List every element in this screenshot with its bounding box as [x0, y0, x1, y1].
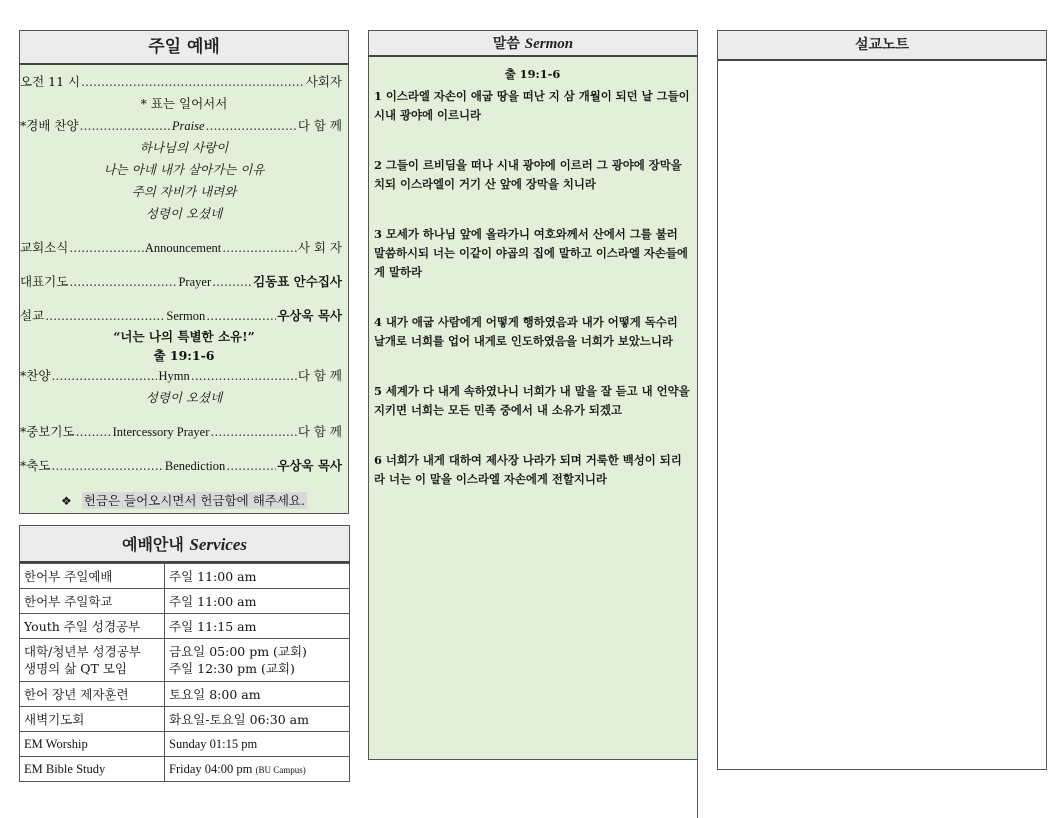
sermon-reference: 출 19:1-6 — [153, 348, 215, 363]
notes-writing-area — [718, 61, 1046, 761]
order-right: 우상욱 목사 — [277, 308, 342, 323]
service-name-line: 생명의 삶 QT 모임 — [24, 661, 127, 676]
service-time: 주일 11:00 am — [165, 564, 350, 589]
service-name: 새벽기도회 — [20, 707, 165, 732]
service-time-line: 주일 12:30 pm (교회) — [169, 661, 295, 676]
table-row — [20, 732, 350, 757]
order-english: Sermon — [166, 309, 206, 323]
service-time-note: (BU Campus) — [255, 764, 306, 775]
services-title-ko: 예배안내 — [122, 535, 184, 554]
service-time: Sunday 01:15 pm — [165, 732, 350, 757]
order-english: Intercessory Prayer — [112, 425, 210, 439]
scripture-reference: 출 19:1-6 — [504, 67, 561, 81]
scripture-verse: 6 너희가 내게 대하여 제사장 나라가 되며 거룩한 백성이 되리라 너는 이 말을 이스라엘 자손에게 전할지니라 — [374, 453, 682, 486]
order-row-intercessory — [20, 421, 348, 443]
sermon-panel — [368, 30, 698, 760]
services-table — [19, 563, 350, 782]
order-label: *찬양 — [20, 368, 51, 383]
offering-note-text: 헌금은 들어오시면서 헌금함에 해주세요. — [83, 493, 305, 508]
order-right: 다 함 께 — [297, 118, 343, 133]
scripture-verse: 5 세계가 다 내게 속하였나니 너희가 내 말을 잘 듣고 내 언약을 지키면 너희는 모든 민족 중에서 내 소유가 되겠고 — [374, 384, 690, 417]
scripture-verse: 1 이스라엘 자손이 애굽 땅을 떠난 지 삼 개월이 되던 날 그들이 시내 광야에 이르니라 — [374, 89, 690, 122]
scripture-verse: 3 모세가 하나님 앞에 올라가니 여호와께서 산에서 그를 불러 말씀하시되 너는 이같이 야곱의 집에 말하고 이스라엘 자손들에게 말하라 — [374, 227, 688, 279]
sermon-notes-panel — [717, 30, 1047, 770]
order-english: Prayer — [178, 275, 212, 289]
order-row-benediction — [20, 455, 348, 477]
order-row-announcement — [20, 237, 348, 259]
offering-note — [20, 491, 348, 509]
service-name: 한어 장년 제자훈련 — [20, 682, 165, 707]
service-time: 토요일 8:00 am — [165, 682, 350, 707]
scripture-verse: 2 그들이 르비딤을 떠나 시내 광야에 이르러 그 광야에 장막을 치되 이스라엘이 거기 산 앞에 장막을 치니라 — [374, 158, 682, 191]
service-time — [165, 757, 350, 782]
praise-lyric: 하나님의 사랑이 — [139, 140, 229, 155]
sermon-title: “너는 나의 특별한 소유!” — [113, 329, 255, 344]
order-right: 다 함 께 — [297, 368, 342, 383]
order-label: *경배 찬양 — [20, 118, 79, 133]
worship-order-panel — [19, 30, 349, 514]
service-name-line: 대학/청년부 성경공부 — [24, 644, 141, 659]
order-row-prayer — [20, 271, 348, 293]
order-label: 설교 — [20, 308, 45, 323]
order-label: *중보기도 — [20, 424, 75, 439]
diamond-bullet-icon: ❖ — [61, 494, 72, 508]
order-english: Benediction — [164, 459, 226, 473]
service-time: 주일 11:15 am — [165, 614, 350, 639]
order-right: 우상욱 목사 — [277, 458, 342, 473]
table-row — [20, 757, 350, 782]
order-label: 대표기도 — [20, 274, 69, 289]
order-label: 오전 11 시 — [20, 74, 81, 89]
hymn-title: 성령이 오셨네 — [145, 390, 223, 405]
table-row — [20, 614, 350, 639]
worship-order-title: 주일 예배 — [20, 31, 348, 65]
order-row-sermon — [20, 305, 348, 327]
service-name — [20, 639, 165, 682]
table-row — [20, 682, 350, 707]
praise-lyric: 주의 자비가 내려와 — [131, 184, 237, 199]
order-row-praise — [20, 115, 348, 137]
divider — [697, 760, 698, 818]
table-row — [20, 639, 350, 682]
order-row-time — [20, 71, 348, 93]
praise-lyric: 나는 아네 내가 살아가는 이유 — [103, 162, 265, 177]
services-title — [19, 525, 350, 563]
sermon-header-en: Sermon — [524, 36, 574, 52]
table-row — [20, 707, 350, 732]
table-row — [20, 564, 350, 589]
order-right: 김동표 안수집사 — [253, 274, 342, 289]
service-name: Youth 주일 성경공부 — [20, 614, 165, 639]
service-name: 한어부 주일예배 — [20, 564, 165, 589]
standing-note: * 표는 일어서서 — [140, 96, 228, 111]
services-panel — [19, 525, 350, 782]
table-row — [20, 589, 350, 614]
order-right: 사 회 자 — [297, 240, 342, 255]
order-english: Announcement — [144, 241, 222, 255]
order-label: 교회소식 — [20, 240, 69, 255]
scripture-verse: 4 내가 애굽 사람에게 어떻게 행하였음과 내가 어떻게 독수리 날개로 너희를 업어 내게로 인도하였음을 너희가 보았느니라 — [374, 315, 678, 348]
service-time — [165, 639, 350, 682]
order-right: 다 함 께 — [297, 424, 342, 439]
sermon-header — [368, 30, 698, 57]
praise-lyric: 성령이 오셨네 — [145, 206, 223, 221]
service-time-text: Friday 04:00 pm — [169, 761, 253, 776]
sermon-body — [368, 57, 698, 760]
order-row-hymn — [20, 365, 348, 387]
sermon-header-ko: 말씀 — [492, 36, 520, 52]
service-name: 한어부 주일학교 — [20, 589, 165, 614]
services-title-en: Services — [189, 535, 247, 554]
service-time: 주일 11:00 am — [165, 589, 350, 614]
order-label: *축도 — [20, 458, 51, 473]
service-name: EM Worship — [20, 732, 165, 757]
service-name: EM Bible Study — [20, 757, 165, 782]
order-english: Hymn — [158, 369, 190, 383]
service-time-line: 금요일 05:00 pm (교회) — [169, 644, 307, 659]
order-english: Praise — [171, 119, 205, 133]
service-time: 화요일-토요일 06:30 am — [165, 707, 350, 732]
order-right: 사회자 — [305, 74, 342, 89]
sermon-notes-title: 설교노트 — [718, 31, 1046, 61]
